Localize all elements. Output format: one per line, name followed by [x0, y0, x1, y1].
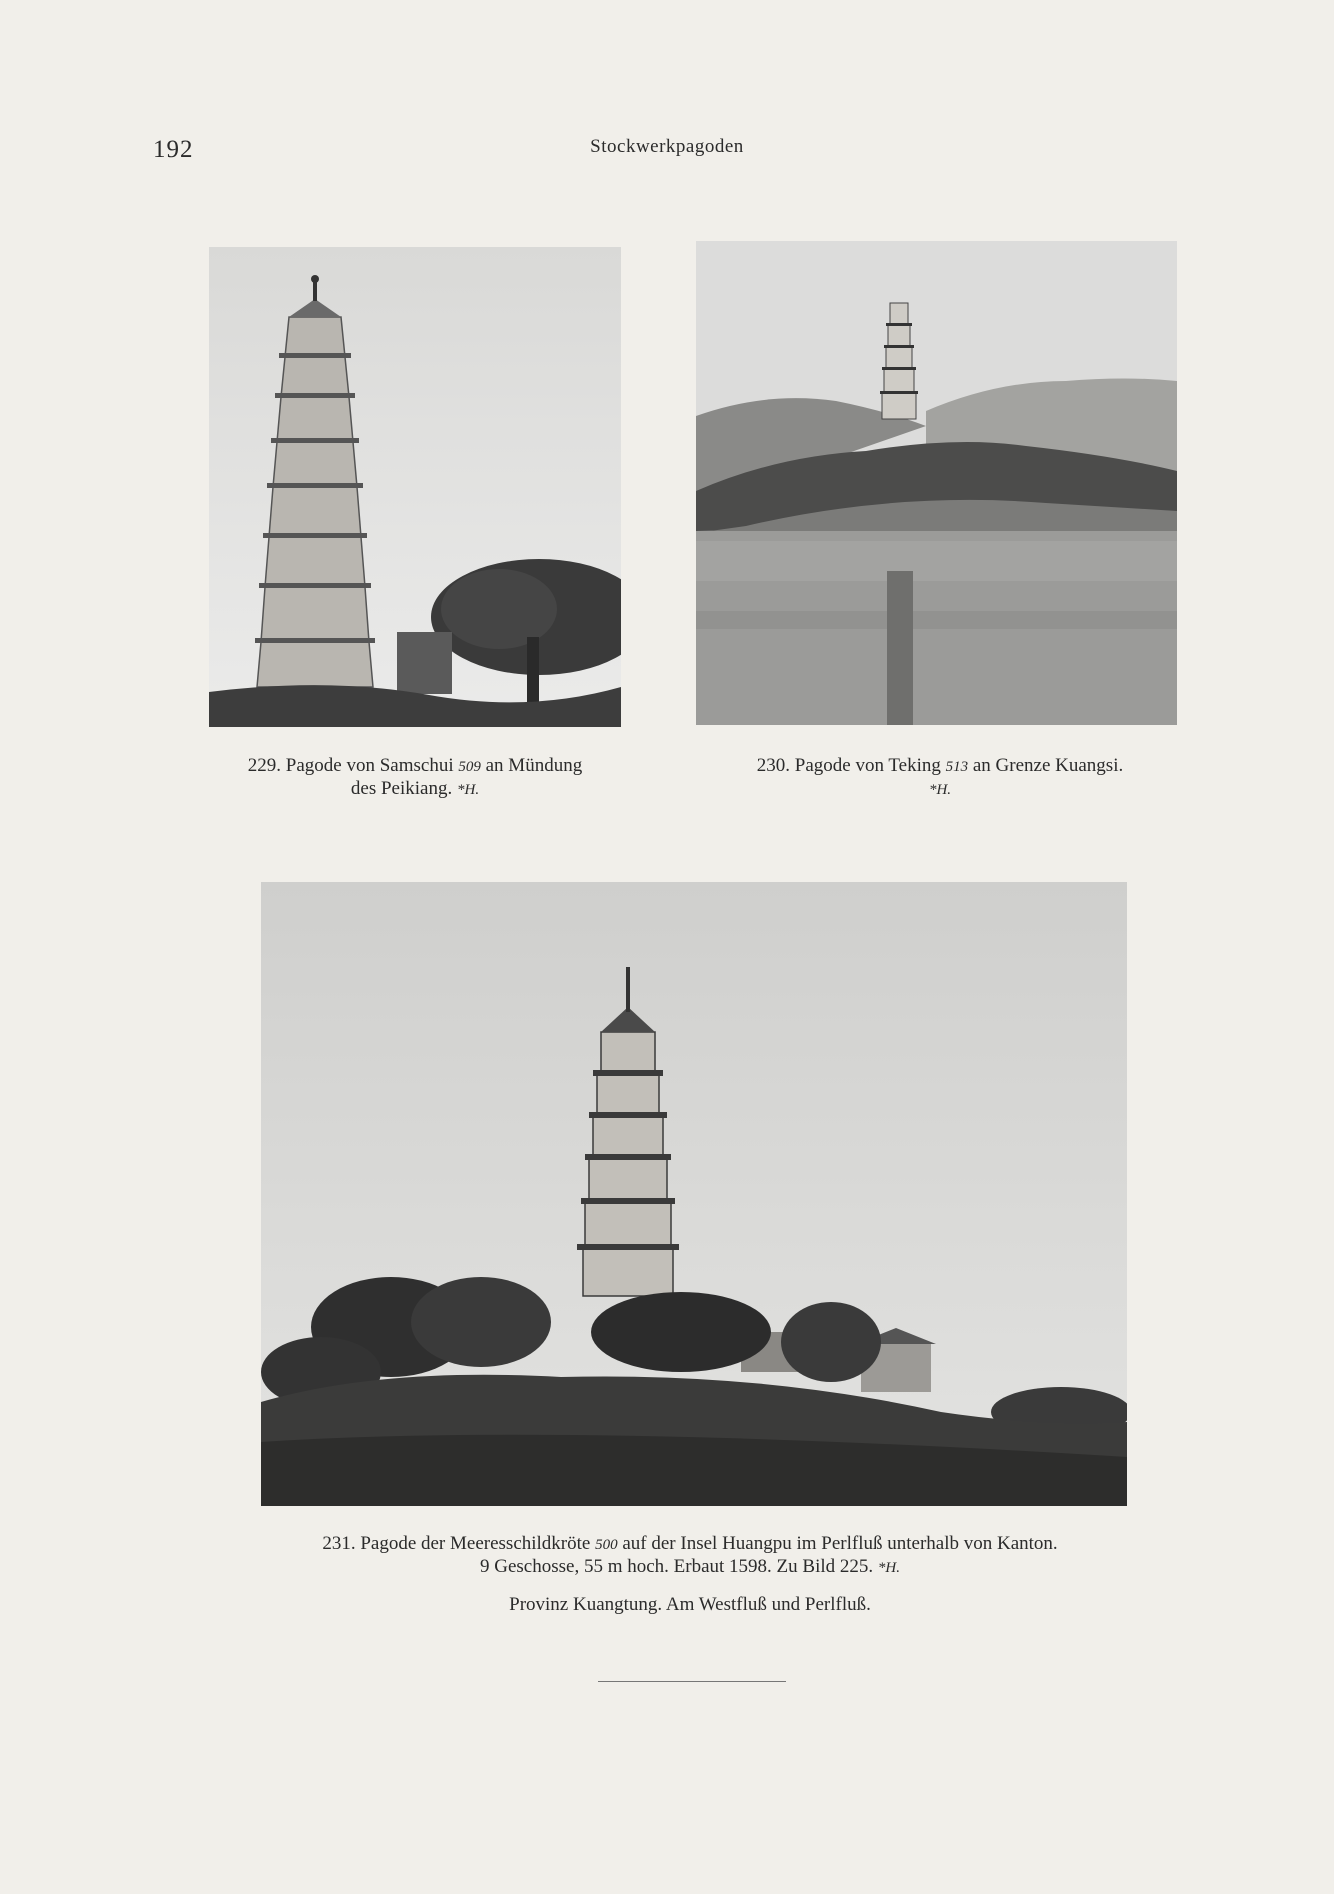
- catalog-reference: 513: [945, 759, 969, 775]
- section-note: Provinz Kuangtung. Am Westfluß und Perlfluß.: [509, 1594, 871, 1615]
- caption-text: des Peikiang.: [350, 778, 453, 799]
- caption-text: Pagode von Samschui: [285, 755, 454, 776]
- catalog-reference: 509: [458, 759, 481, 775]
- running-head: Stockwerkpagoden: [590, 136, 744, 157]
- caption-text: Pagode von Teking: [794, 755, 941, 776]
- photo-credit: *H.: [877, 1560, 900, 1576]
- figure-number: 231.: [322, 1533, 356, 1554]
- caption-text: Pagode der Meeresschildkröte: [360, 1533, 591, 1554]
- figure-number: 230.: [756, 755, 791, 776]
- photo-pagoda-samschui: [209, 247, 621, 727]
- figure-231-caption: [220, 1533, 1160, 1579]
- caption-text: an Grenze Kuangsi.: [972, 755, 1124, 776]
- figure-229-caption: [200, 755, 630, 801]
- photo-pagoda-huangpu: [261, 882, 1127, 1506]
- catalog-reference: 500: [595, 1537, 618, 1553]
- caption-text: auf der Insel Huangpu im Perlfluß unterhalb von Kanton.: [622, 1533, 1058, 1554]
- photo-credit: *H.: [456, 782, 480, 798]
- figure-number: 229.: [247, 755, 282, 776]
- photo-pagoda-teking: [696, 241, 1177, 725]
- page-number: 192: [153, 136, 194, 163]
- end-rule: [598, 1681, 786, 1682]
- caption-text: an Mündung: [485, 755, 583, 776]
- photo-credit: *H.: [928, 782, 952, 798]
- figure-230-caption: [700, 755, 1180, 801]
- caption-text: 9 Geschosse, 55 m hoch. Erbaut 1598. Zu Bild 225.: [480, 1556, 874, 1577]
